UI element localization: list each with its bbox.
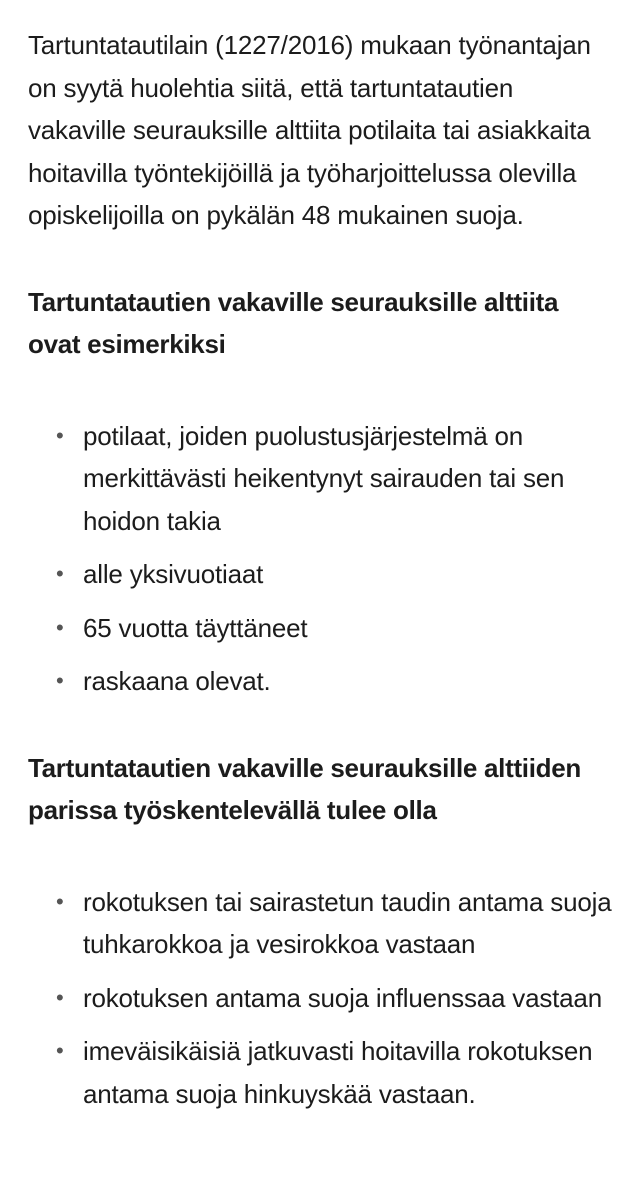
vulnerable-groups-list (28, 415, 613, 703)
list-item (56, 660, 613, 703)
bullet-icon: • (56, 668, 64, 693)
list-item-text: rokotuksen antama suoja influenssaa vastaan (83, 982, 602, 1013)
list-item-text: 65 vuotta täyttäneet (83, 612, 308, 643)
list-item-text: raskaana olevat. (83, 666, 271, 696)
list-item-text: potilaat, joiden puolustusjärjestelmä on merkittävästi heikentynyt sairauden tai sen hoidon takia (83, 420, 565, 536)
list-item (56, 977, 613, 1020)
list-item-text: rokotuksen tai sairastetun taudin antama suoja tuhkarokkoa ja vesirokkoa vastaan (83, 886, 612, 959)
list-item (56, 415, 613, 543)
bullet-icon: • (56, 422, 64, 448)
bullet-icon: • (56, 614, 64, 640)
bullet-icon: • (56, 984, 64, 1010)
bullet-icon: • (56, 1038, 64, 1063)
list-item (56, 607, 613, 650)
bullet-icon: • (56, 888, 64, 914)
list-item-text: alle yksivuotiaat (83, 559, 264, 589)
section-heading-vulnerable-groups: Tartuntatautien vakaville seurauksille alttiita ovat esimerkiksi (28, 286, 559, 359)
list-item (56, 881, 613, 966)
section-heading-worker-requirements: Tartuntatautien vakaville seurauksille alttiiden parissa työskentelevällä tulee olla (28, 752, 581, 825)
worker-requirements-list (28, 881, 613, 1116)
bullet-icon: • (56, 561, 64, 586)
list-item-text: imeväisikäisiä jatkuvasti hoitavilla rokotuksen antama suoja hinkuyskää vastaan. (83, 1036, 593, 1109)
intro-paragraph: Tartuntatautilain (1227/2016) mukaan työnantajan on syytä huolehtia siitä, että tartuntatautien vakaville seurauksille alttiita potilaita tai asiakkaita hoitavilla työntekijöillä ja työharjoittelussa olevilla opiskelijoilla on pykälän 48 mukainen suoja. (28, 30, 591, 230)
list-item (56, 553, 613, 596)
list-item (56, 1030, 613, 1115)
